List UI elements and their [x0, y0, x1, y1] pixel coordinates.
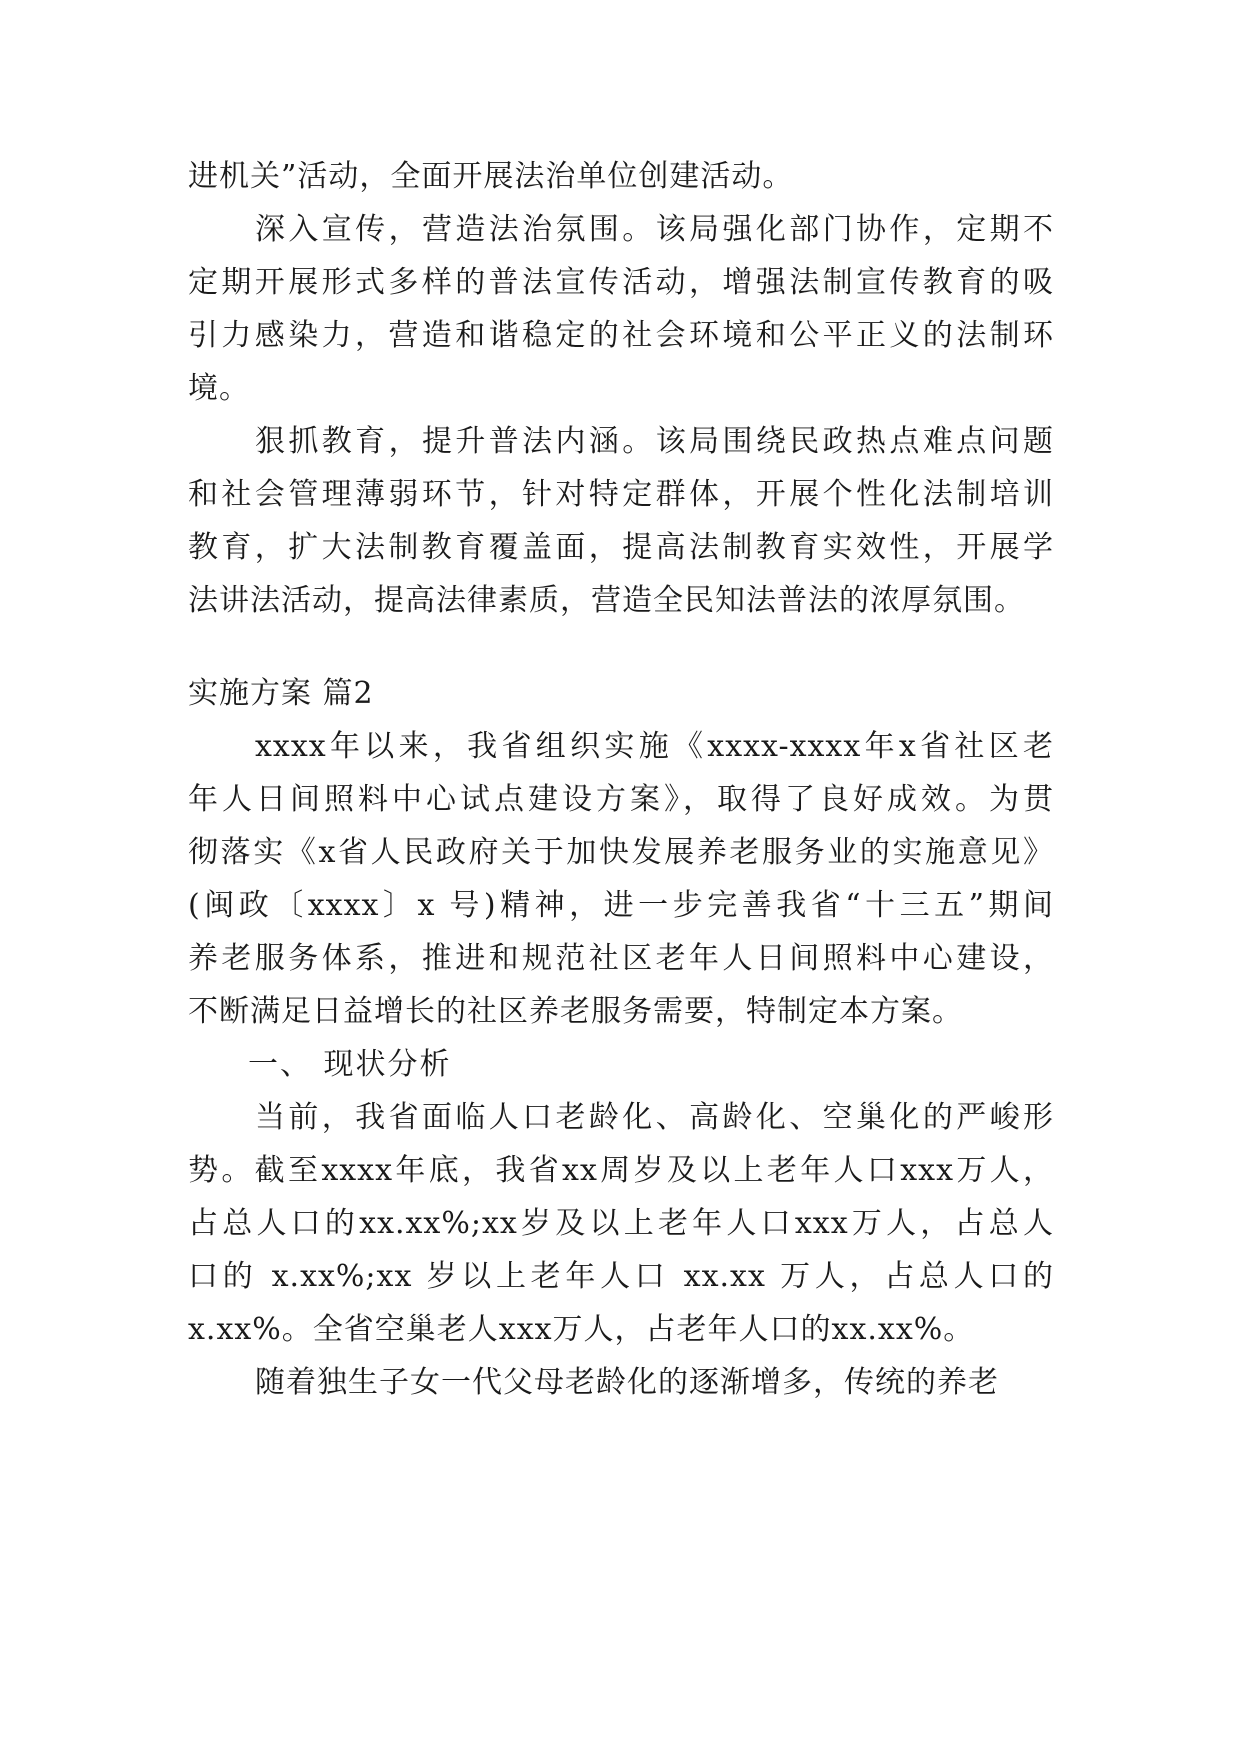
- text-line: 当前，我省面临人口老龄化、高龄化、空巢化的严峻形: [255, 1100, 1054, 1135]
- text-line: 随着独生子女一代父母老龄化的逐渐增多，传统的养老: [255, 1365, 999, 1400]
- text-line: 狠抓教育，提升普法内涵。该局围绕民政热点难点问题: [255, 424, 1054, 459]
- document-page: [188, 150, 1054, 1409]
- text-line: 彻落实《x省人民政府关于加快发展养老服务业的实施意见》: [188, 835, 1054, 870]
- section-heading: 实施方案 篇2: [188, 676, 374, 711]
- text-line: 和社会管理薄弱环节，针对特定群体，开展个性化法制培训: [188, 477, 1054, 512]
- text-line: 进机关”活动，全面开展法治单位创建活动。: [188, 159, 794, 194]
- text-line: (闽政〔xxxx〕x 号)精神，进一步完善我省“十三五”期间: [188, 888, 1054, 923]
- text-line: xxxx年以来，我省组织实施《xxxx-xxxx年x省社区老: [255, 729, 1054, 764]
- paragraph: [188, 1091, 1054, 1356]
- text-line: 势。截至xxxx年底，我省xx周岁及以上老年人口xxx万人，: [188, 1153, 1054, 1188]
- text-line: 引力感染力，营造和谐稳定的社会环境和公平正义的法制环: [188, 318, 1054, 353]
- paragraph: [188, 1356, 1054, 1409]
- text-line: 年人日间照料中心试点建设方案》，取得了良好成效。为贯: [188, 782, 1054, 817]
- text-line: x.xx%。全省空巢老人xxx万人，占老年人口的xx.xx%。: [188, 1312, 975, 1347]
- paragraph: [188, 415, 1054, 627]
- text-line: 口的 x.xx%;xx 岁以上老年人口 xx.xx 万人，占总人口的: [188, 1259, 1054, 1294]
- text-line: 不断满足日益增长的社区养老服务需要，特制定本方案。: [188, 994, 963, 1029]
- paragraph: [188, 150, 1054, 203]
- text-line: 占总人口的xx.xx%;xx岁及以上老年人口xxx万人，占总人: [188, 1206, 1054, 1241]
- text-line: 法讲法活动，提高法律素质，营造全民知法普法的浓厚氛围。: [188, 583, 1025, 618]
- paragraph: [188, 203, 1054, 415]
- text-line: 境。: [188, 371, 250, 406]
- subsection-heading: 一、 现状分析: [248, 1047, 452, 1082]
- text-line: 定期开展形式多样的普法宣传活动，增强法制宣传教育的吸: [188, 265, 1054, 300]
- paragraph: [188, 720, 1054, 1038]
- text-line: 深入宣传，营造法治氛围。该局强化部门协作，定期不: [255, 212, 1054, 247]
- text-line: 养老服务体系，推进和规范社区老年人日间照料中心建设，: [188, 941, 1054, 976]
- text-line: 教育，扩大法制教育覆盖面，提高法制教育实效性，开展学: [188, 530, 1054, 565]
